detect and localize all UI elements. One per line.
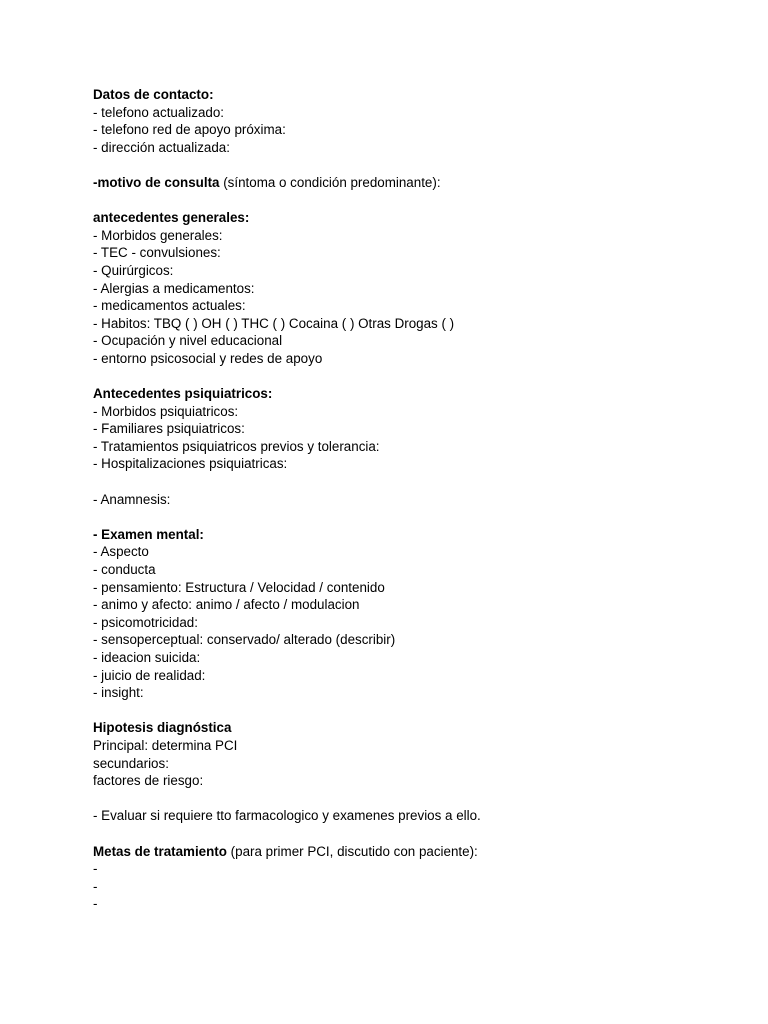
contact-item: - telefono red de apoyo próxima: bbox=[93, 122, 286, 138]
examen-item: - psicomotricidad: bbox=[93, 614, 198, 630]
spacer bbox=[93, 368, 733, 386]
psiquiatricos-item: - Morbidos psiquiatricos: bbox=[93, 403, 239, 419]
examen-item: - animo y afecto: animo / afecto / modulacion bbox=[93, 597, 360, 613]
metas-item: - bbox=[93, 896, 98, 912]
metas-note: (para primer PCI, discutido con paciente): bbox=[226, 843, 478, 859]
spacer bbox=[93, 702, 733, 720]
generales-item: - Habitos: TBQ ( ) OH ( ) THC ( ) Cocaina ( ) Otras Drogas ( ) bbox=[93, 315, 455, 331]
document-page bbox=[93, 86, 733, 913]
generales-item: - medicamentos actuales: bbox=[93, 298, 246, 314]
metas-item: - bbox=[93, 878, 98, 894]
motivo-line bbox=[93, 174, 733, 192]
psiquiatricos-item: - Familiares psiquiatricos: bbox=[93, 421, 245, 437]
generales-item: - TEC - convulsiones: bbox=[93, 245, 221, 261]
contact-item: - telefono actualizado: bbox=[93, 104, 225, 120]
examen-item: - Aspecto bbox=[93, 544, 149, 560]
generales-item: - entorno psicosocial y redes de apoyo bbox=[93, 350, 323, 366]
metas-item: - bbox=[93, 861, 98, 877]
examen-item: - juicio de realidad: bbox=[93, 667, 206, 683]
hipotesis-heading: Hipotesis diagnóstica bbox=[93, 720, 232, 736]
generales-item: - Morbidos generales: bbox=[93, 227, 223, 243]
contact-heading: Datos de contacto: bbox=[93, 87, 214, 102]
anamnesis-line: - Anamnesis: bbox=[93, 491, 171, 507]
hipotesis-item: factores de riesgo: bbox=[93, 773, 204, 789]
motivo-note: (síntoma o condición predominante): bbox=[219, 174, 441, 190]
hipotesis-item: Principal: determina PCI bbox=[93, 737, 238, 753]
psiquiatricos-heading: Antecedentes psiquiatricos: bbox=[93, 386, 273, 402]
examen-item: - insight: bbox=[93, 685, 144, 701]
hipotesis-item: secundarios: bbox=[93, 755, 169, 771]
spacer bbox=[93, 825, 733, 843]
metas-heading: Metas de tratamiento bbox=[93, 843, 227, 859]
metas-line bbox=[93, 843, 733, 861]
spacer bbox=[93, 473, 733, 491]
motivo-heading: -motivo de consulta bbox=[93, 174, 220, 190]
psiquiatricos-item: - Tratamientos psiquiatricos previos y tolerancia: bbox=[93, 438, 380, 454]
examen-item: - pensamiento: Estructura / Velocidad / contenido bbox=[93, 579, 385, 595]
examen-item: - ideacion suicida: bbox=[93, 650, 201, 665]
contact-item: - dirección actualizada: bbox=[93, 139, 230, 155]
generales-item: - Quirúrgicos: bbox=[93, 262, 174, 278]
spacer bbox=[93, 192, 733, 210]
spacer bbox=[93, 790, 733, 808]
spacer bbox=[93, 156, 733, 174]
spacer bbox=[93, 508, 733, 526]
examen-item: - conducta bbox=[93, 562, 156, 578]
examen-heading: - Examen mental: bbox=[93, 526, 204, 542]
generales-heading: antecedentes generales: bbox=[93, 210, 250, 226]
evaluar-line: - Evaluar si requiere tto farmacologico y examenes previos a ello. bbox=[93, 808, 481, 824]
generales-item: - Ocupación y nivel educacional bbox=[93, 333, 283, 349]
examen-item: - sensoperceptual: conservado/ alterado (describir) bbox=[93, 632, 396, 648]
psiquiatricos-item: - Hospitalizaciones psiquiatricas: bbox=[93, 456, 288, 472]
generales-item: - Alergias a medicamentos: bbox=[93, 280, 255, 296]
